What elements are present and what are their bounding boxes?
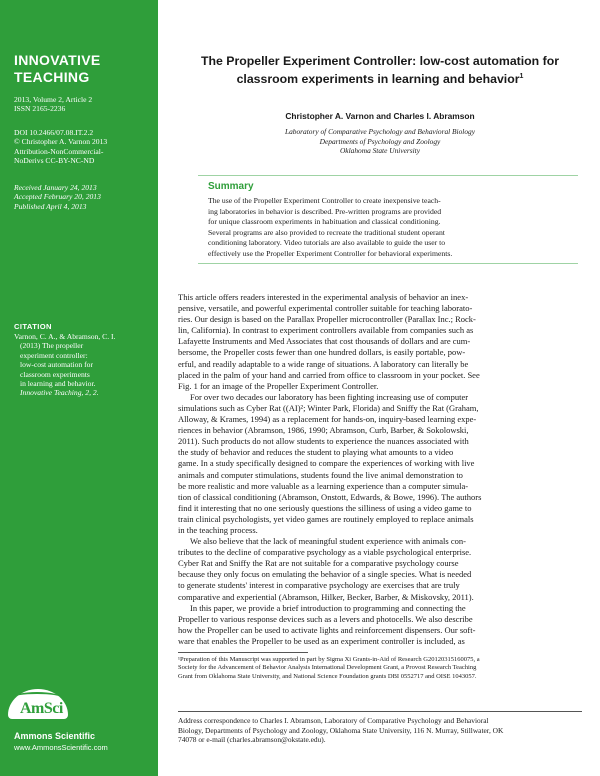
body-line: Fig. 1 for an image of the Propeller Experiment Controller. bbox=[178, 380, 379, 391]
paragraph-3 bbox=[178, 536, 582, 603]
summary-heading: Summary bbox=[208, 181, 254, 192]
body-line: the study of behavior and reduces the student to playing what amounts to a video bbox=[178, 447, 454, 458]
authors: Christopher A. Varnon and Charles I. Abramson bbox=[285, 111, 475, 121]
logo-text: AmSci bbox=[20, 700, 63, 717]
copyright-line: © Christopher A. Varnon 2013 bbox=[14, 137, 108, 147]
article-title bbox=[180, 54, 580, 87]
title-line-1: The Propeller Experiment Controller: low-cost automation for bbox=[200, 54, 559, 68]
body-line: tion of classical conditioning (Abramson, Onstott, Edwards, & Bowe, 1996). The authors bbox=[178, 491, 482, 502]
footnote-line: ¹Preparation of this Manuscript was supported in part by Sigma Xi Grants-in-Aid of Research G20120315160075, a bbox=[178, 656, 480, 663]
doi-info bbox=[14, 128, 107, 166]
paragraph-4 bbox=[178, 603, 582, 647]
license-line-1: Attribution-NonCommercial- bbox=[14, 146, 104, 156]
correspondence-address bbox=[178, 716, 582, 745]
body-line: train clinical psychologists, yet video games are routinely employed to replace animals bbox=[178, 513, 474, 524]
title-footnote-mark[interactable]: 1 bbox=[519, 73, 524, 80]
body-line: to generate students' interest in comparative psychology are exercises that are truly bbox=[178, 580, 460, 591]
doi-line: DOI 10.2466/07.08.IT.2.2 bbox=[14, 128, 94, 137]
footnote-line: Society for the Advancement of Behavior Analysis International Development Grant, a Provost Research Teaching bbox=[178, 664, 477, 672]
citation-line: (2013) The propeller bbox=[20, 341, 84, 351]
footnote-line: Grant from Oklahoma State University, and National Science Foundation grants DBI 0552717 and OISE 1043057. bbox=[178, 672, 477, 680]
body-line: ware that enables the Propeller to be used as an experiment controller is included, as bbox=[178, 635, 465, 646]
citation-line: classroom experiments bbox=[20, 369, 90, 379]
body-line: comparative and experiential (Abramson, Hilker, Becker, Barber, & Miskovsky, 2011). bbox=[178, 591, 474, 602]
body-line: placed in the palm of your hand and carried from office to classroom in your pocket. See bbox=[178, 369, 480, 380]
summary-text bbox=[208, 196, 570, 260]
title-line-2 bbox=[180, 69, 580, 87]
article-body bbox=[178, 292, 582, 647]
publisher-name: Ammons Scientific bbox=[14, 731, 96, 741]
footnote-rule bbox=[178, 652, 308, 653]
accepted-date: Accepted February 20, 2013 bbox=[14, 192, 101, 202]
license-line-2: NoDerivs CC-BY-NC-ND bbox=[14, 156, 95, 166]
dates-info bbox=[14, 183, 101, 211]
body-line: For over two decades our laboratory has been fighting increasing use of computer bbox=[190, 391, 469, 402]
body-line: We also believe that the lack of meaningful student experience with animals con- bbox=[190, 536, 466, 547]
affiliation-line-1: Laboratory of Comparative Psychology and Behavioral Biology bbox=[284, 127, 476, 136]
citation-block bbox=[14, 332, 154, 398]
issue-info bbox=[14, 95, 92, 114]
summary-line: The use of the Propeller Experiment Controller to create inexpensive teach- bbox=[208, 196, 441, 205]
body-line: In this paper, we provide a brief introduction to programming and connecting the bbox=[190, 602, 466, 613]
body-line: animals and computer stimulations, students found the live animal demonstration to bbox=[178, 469, 463, 480]
body-line: This article offers readers interested in the experimental analysis of behavior an inex- bbox=[178, 292, 469, 302]
summary-line: Several programs are also provided to recreate the traditional student operant bbox=[208, 227, 445, 237]
body-line: simulations such as Cyber Rat ((AI)²; Winter Park, Florida) and Sniffy the Rat (Graham, bbox=[178, 402, 479, 413]
body-line: pensive, versatile, and powerful experimental controller suitable for teaching laborato- bbox=[178, 303, 473, 314]
issue-line: 2013, Volume 2, Article 2 bbox=[14, 95, 93, 104]
body-line: in the teaching process. bbox=[178, 524, 258, 535]
affiliation-line-2: Departments of Psychology and Zoology bbox=[319, 136, 441, 146]
body-line: Lafayette Instruments and Med Associates that cost thousands of dollars and are cum- bbox=[178, 336, 471, 347]
body-line: Alloway, & Krames, 1994) as a replacement for hands-on, inquiry-based learning expe- bbox=[178, 414, 477, 425]
body-line: be more realistic and more valuable as a learning experience than a computer simula- bbox=[178, 480, 469, 491]
body-line: because they only focus on emulating the behavior of a single species. What is needed bbox=[178, 569, 472, 580]
journal-title-line-2: TEACHING bbox=[14, 69, 90, 85]
body-line: Cyber Rat and Sniffy the Rat are not suitable for a comparative psychology course bbox=[178, 558, 459, 569]
paragraph-1 bbox=[178, 292, 582, 392]
journal-title bbox=[14, 52, 101, 86]
summary-line: effectively use the Propeller Experiment Controller for behavioral experiments. bbox=[208, 248, 453, 258]
body-line: game. In a study specifically designed to compare the experiences of working with live bbox=[178, 458, 475, 469]
body-line: tributes to the decline of comparative psychology as a viable psychological enterprise. bbox=[178, 547, 472, 558]
body-line: ries. Our design is based on the Parallax Propeller microcontroller (Parallax Inc.; Rock- bbox=[178, 314, 476, 325]
body-line: lin, California). In contrast to experiment controllers available from companies such as bbox=[178, 325, 474, 336]
body-line: riences in behavior (Abramson, 1986, 1990; Abramson, Curb, Barber, & Sokolowski, bbox=[178, 425, 469, 436]
address-line: Address correspondence to Charles I. Abramson, Laboratory of Comparative Psychology and Behavioral bbox=[178, 716, 489, 725]
citation-line: experiment controller: bbox=[20, 350, 88, 360]
body-line: bersome, the Propeller costs fewer than one hundred dollars, is easily portable, pow- bbox=[178, 347, 466, 358]
citation-line: in learning and behavior. bbox=[20, 379, 96, 389]
publisher-url[interactable]: www.AmmonsScientific.com bbox=[14, 743, 108, 752]
citation-heading: CITATION bbox=[14, 322, 52, 331]
title-line-2-text: classroom experiments in learning and behavior bbox=[236, 72, 520, 87]
address-rule bbox=[178, 711, 582, 712]
journal-sidebar bbox=[0, 0, 158, 776]
journal-title-line-1: INNOVATIVE bbox=[14, 52, 101, 68]
summary-line: conditioning laboratory. Video tutorials are also available to guide the user to bbox=[208, 238, 446, 248]
paragraph-2 bbox=[178, 392, 582, 536]
address-line: Biology, Departments of Psychology and Zoology, Oklahoma State University, 116 N. Murray, Stillwater, OK bbox=[178, 725, 504, 735]
body-line: erful, and readily adaptable to a wide range of situations. A laboratory can literally be bbox=[178, 358, 469, 369]
received-date: Received January 24, 2013 bbox=[14, 183, 97, 192]
body-line: find it interesting that no one seriously questions the silliness of using a video game to bbox=[178, 502, 472, 513]
citation-line: Innovative Teaching, 2, 2. bbox=[20, 388, 99, 398]
summary-line: ing laboratories in behavior is described. Pre-written programs are provided bbox=[208, 206, 442, 216]
citation-line: low-cost automation for bbox=[20, 360, 93, 370]
body-line: how the Propeller can be used to activate lights and reinforcement dispensers. Our soft- bbox=[178, 624, 476, 635]
summary-top-rule bbox=[198, 175, 578, 176]
amsci-logo bbox=[8, 689, 68, 719]
summary-bottom-rule bbox=[198, 263, 578, 264]
affiliation-line-3: Oklahoma State University bbox=[339, 146, 421, 156]
address-line: 74078 or e-mail (charles.abramson@okstate.edu). bbox=[178, 735, 326, 745]
footnote bbox=[178, 656, 582, 681]
published-date: Published April 4, 2013 bbox=[14, 201, 87, 211]
affiliation bbox=[180, 127, 580, 156]
body-line: 2011). Such products do not allow students to experience the nuances associated with bbox=[178, 436, 469, 447]
body-line: Propeller to various response devices such as a levers and photocells. We also describe bbox=[178, 613, 473, 624]
citation-line: Varnon, C. A., & Abramson, C. I. bbox=[14, 332, 116, 341]
summary-line: for unique classroom experiments in habituation and classical conditioning. bbox=[208, 217, 441, 227]
issn-line: ISSN 2165-2236 bbox=[14, 104, 66, 114]
